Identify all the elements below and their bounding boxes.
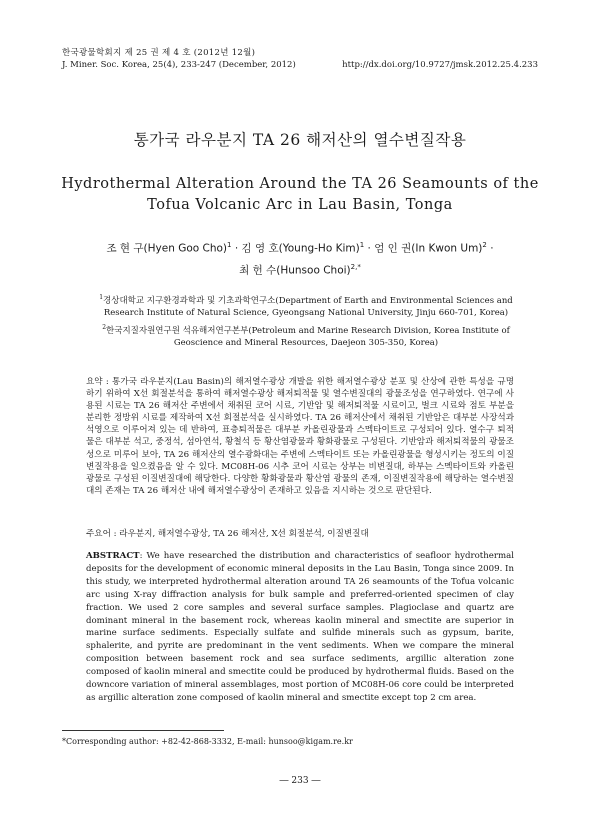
author-affil-sup: 2	[482, 241, 487, 249]
corresponding-author-footnote: *Corresponding author: +82-42-868-3332, E-mail: hunsoo@kigam.re.kr	[62, 737, 353, 746]
affiliation-sup: 1	[99, 294, 104, 301]
abstract-english-text: : We have researched the distribution and characteristics of seafloor hydrothermal deposits for the development of economic mineral deposits in the Lau Basin, Tonga since 2009. In this study, we interpreted hydrothermal alteration around TA 26 seamounts of the Tofua volcanic arc using X-ray diffraction analysis for bulk sample and preferred-oriented specimen of clay fraction. We used 2 core samples and several surface samples. Plagioclase and quartz are dominant mineral in the basement rock, whereas kaolin mineral and smectite are superior in marine surface sediments. Especially sulfate and sulfide minerals such as gypsum, barite, sphalerite, and pyrite are predominant in the vent sediments. When we compare the mineral composition between basement rock and sea surface sediments, argillic alteration zone composed of kaolin mineral and smectite could be produced by hydrothermal fluids. Based on the downcore variation of mineral assemblages, most portion of MC08H-06 core could be interpreted as argillic alteration zone composed of kaolin mineral and smectite except top 2 cm area.	[86, 551, 514, 703]
doi-link[interactable]: http://dx.doi.org/10.9727/jmsk.2012.25.4.233	[342, 60, 538, 70]
author-affil-sup: 1	[227, 241, 232, 249]
author-separator: ·	[486, 242, 494, 255]
footnote-divider	[62, 730, 224, 731]
author-name: 엄 인 권(In Kwon Um)	[374, 242, 483, 255]
affiliation-item	[86, 322, 526, 350]
abstract-english	[86, 550, 514, 705]
author-affil-sup: 2,*	[350, 262, 361, 271]
affiliation-sup: 2	[102, 323, 107, 331]
affiliation-text: 한국지질자원연구원 석유해저연구본부(Petroleum and Marine Research Division, Korea Institute of Geoscience and Mineral Resources, Daejeon 305-350, Korea)	[106, 325, 510, 349]
affiliation-text: 경상대학교 지구환경과학과 및 기초과학연구소(Department of Earth and Environmental Sciences and Research Institute of Natural Science, Gyeongsang National University, Jinju 660-701, Korea)	[103, 295, 513, 319]
author-name: 김 영 호(Young-Ho Kim)	[241, 242, 360, 255]
journal-header-korean: 한국광물학회지 제 25 권 제 4 호 (2012년 12월)	[62, 48, 256, 58]
author-affil-sup: 1	[359, 241, 365, 249]
journal-header-citation-row	[62, 59, 538, 71]
title-english: Hydrothermal Alteration Around the TA 26 Seamounts of the Tofua Volcanic Arc in Lau Basin, Tonga	[61, 176, 539, 213]
title-korean: 통가국 라우분지 TA 26 해저산의 열수변질작용	[133, 131, 467, 149]
keywords-korean: 주요어 : 라우분지, 해저열수광상, TA 26 해저산, X선 회절분석, 이질변질대	[86, 529, 369, 539]
author-separator: ·	[364, 242, 375, 255]
author-name: 최 헌 수(Hunsoo Choi)	[239, 264, 351, 276]
author-line-1	[40, 236, 560, 258]
abstract-korean: 요약 : 통가국 라우분지(Lau Basin)의 해저열수광상 개발을 위한 해저열수광상 분포 및 산상에 관한 특성을 규명하기 위하여 X선 회절분석을 통하여 해저열수광상 해저퇴적물 및 열수변질대의 광물조성을 연구하였다. 연구에 사용된 시료는 TA 26 해저산 주변에서 채취된 코어 시료, 기반암 및 해저퇴적물 시료이고, 벌크 시료와 점토 부분을 분리한 정방위 시료를 제작하여 X선 회절분석을 실시하였다. TA 26 해저산에서 채취된 기반암은 대부분 사장석과 석영으로 이루어져 있는 데 반하여, 표층퇴적물은 대부분 카올린광물과 스멕타이트로 구성되어 있다. 열수구 퇴적물은 대부분 석고, 중정석, 섬아연석, 황철석 등 황산염광물과 황화광물로 구성된다. 기반암과 해저퇴적물의 광물조성으로 미루어 보아, TA 26 해저산의 열수광화대는 주변에 스멕타이트 또는 카올린광물을 형성시키는 정도의 이질변질작용을 일으켰음을 알 수 있다. MC08H-06 시추 코어 시료는 상부는 비변질대, 하부는 스멕타이트와 카올린광물로 구성된 이질변질대에 해당한다. 다양한 황화광물과 황산염 광물의 존재, 이질변질작용에 해당하는 열수변질대의 존재는 TA 26 해저산 내에 해저열수광상이 존재하고 있음을 지시하는 것으로 판단된다.	[86, 377, 514, 496]
author-line-2	[40, 258, 560, 280]
author-list	[40, 236, 560, 279]
author-separator: ·	[231, 242, 242, 255]
affiliations	[86, 292, 526, 352]
author-name: 조 현 구(Hyen Goo Cho)	[106, 242, 228, 255]
affiliation-item	[86, 292, 526, 320]
journal-citation: J. Miner. Soc. Korea, 25(4), 233-247 (December, 2012)	[62, 60, 296, 70]
abstract-label: ABSTRACT	[86, 551, 140, 561]
page-number: ― 233 ―	[279, 776, 321, 786]
